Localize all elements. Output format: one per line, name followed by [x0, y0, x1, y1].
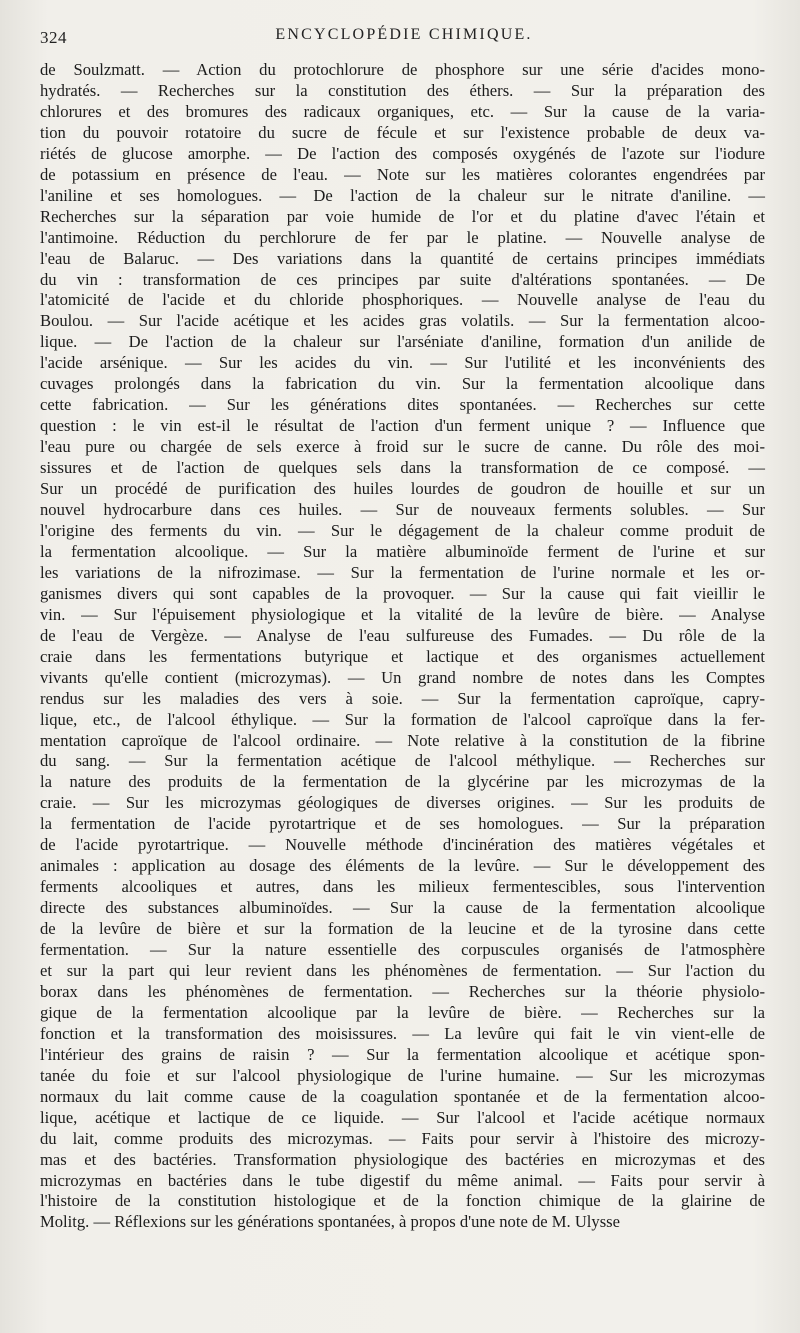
text-line: cuvages prolongés dans la fabrication du vin. Sur la fermentation alcoolique dans — [40, 374, 765, 394]
text-line: lique, etc., de l'alcool éthylique. — Sur la formation de l'alcool caproïque dans la fer- — [40, 709, 765, 729]
text-line: riétés de glucose amorphe. — De l'action des composés oxygénés de l'azote sur l'iodure — [40, 143, 765, 163]
text-line: tion du pouvoir rotatoire du sucre de fécule et sur l'existence probable de deux va- — [40, 122, 765, 142]
text-line: l'intérieur des grains de raisin ? — Sur la fermentation alcoolique et acétique spon- — [40, 1044, 765, 1064]
text-line: la fermentation de l'acide pyrotartrique et de ses homologues. — Sur la préparation — [40, 814, 765, 834]
text-line: la fermentation alcoolique. — Sur la matière albuminoïde ferment de l'urine et sur — [40, 541, 765, 561]
text-line: l'origine des ferments du vin. — Sur le dégagement de la chaleur comme produit de — [40, 520, 765, 540]
text-line: du vin : transformation de ces principes par suite d'altérations spontanées. — De — [40, 269, 765, 289]
text-line: lique. — De l'action de la chaleur sur l'arséniate d'aniline, formation d'un anilide de — [40, 332, 765, 352]
text-line: craie dans les fermentations butyrique et lactique et des organismes actuellement — [40, 646, 765, 666]
text-line: rendus sur les maladies des vers à soie. — Sur la fermentation caproïque, capry- — [40, 688, 765, 708]
text-line: hydratés. — Recherches sur la constitution des éthers. — Sur la préparation des — [40, 80, 765, 100]
page-header — [40, 26, 768, 56]
text-line: l'eau pure ou chargée de sels exerce à froid sur le sucre de canne. Du rôle des moi- — [40, 437, 765, 457]
text-line: directe des substances albuminoïdes. — Sur la cause de la fermentation alcoolique — [40, 898, 765, 918]
text-line: du lait, comme produits des microzymas. — Faits pour servir à l'histoire des microzy- — [40, 1128, 765, 1148]
text-line: borax dans les phénomènes de fermentation. — Recherches sur la théorie physiolo- — [40, 981, 765, 1001]
text-line: Molitg. — Réflexions sur les générations spontanées, à propos d'une note de M. Ulysse — [40, 1212, 620, 1232]
text-line: l'aniline et ses homologues. — De l'action de la chaleur sur le nitrate d'aniline. — — [40, 185, 765, 205]
text-line: et sur la part qui leur revient dans les phénomènes de fermentation. — Sur l'action du — [40, 960, 765, 980]
text-line: de la levûre de bière et sur la formation de la leucine et de la tyrosine dans cette — [40, 919, 765, 939]
text-line: Sur un procédé de purification des huiles lourdes de goudron de houille et sur un — [40, 479, 765, 499]
running-head: ENCYCLOPÉDIE CHIMIQUE. — [275, 26, 533, 43]
text-line: de Soulzmatt. — Action du protochlorure de phosphore sur une série d'acides mono- — [40, 60, 765, 79]
text-line: de l'eau de Vergèze. — Analyse de l'eau sulfureuse des Fumades. — Du rôle de la — [40, 625, 765, 645]
text-line: l'acide arsénique. — Sur les acides du vin. — Sur l'utilité et les inconvénients des — [40, 353, 765, 373]
text-line: Boulou. — Sur l'acide acétique et les acides gras volatils. — Sur la fermentation alcoo- — [40, 311, 765, 331]
text-line: les variations de la nifrozimase. — Sur la fermentation de l'urine normale et les or- — [40, 562, 765, 582]
text-line: vin. — Sur l'épuisement physiologique et la vitalité de la levûre de bière. — Analyse — [40, 604, 765, 624]
text-line: cette fabrication. — Sur les générations dites spontanées. — Recherches sur cette — [40, 395, 765, 415]
text-line: gique de la fermentation alcoolique par la levûre de bière. — Recherches sur la — [40, 1002, 765, 1022]
text-line: tanée du foie et sur l'alcool physiologique de l'urine humaine. — Sur les microzymas — [40, 1065, 765, 1085]
text-line: de potassium en présence de l'eau. — Note sur les matières colorantes engendrées par — [40, 164, 765, 184]
text-line: l'histoire de la constitution histologique et de la fonction chimique de la glairine de — [40, 1191, 765, 1211]
text-line: microzymas en bactéries dans le tube digestif du même animal. — Faits pour servir à — [40, 1170, 765, 1190]
text-line: normaux du lait comme cause de la coagulation spontanée et de la fermentation alcoo- — [40, 1086, 765, 1106]
text-line: Recherches sur la séparation par voie humide de l'or et du platine d'avec l'étain et — [40, 206, 765, 226]
text-line: chlorures et des bromures des radicaux organiques, etc. — Sur la cause de la varia- — [40, 101, 765, 121]
text-line: mentation caproïque de l'alcool ordinaire. — Note relative à la constitution de la fibrine — [40, 730, 765, 750]
text-line: nouvel hydrocarbure dans ces huiles. — Sur de nouveaux ferments solubles. — Sur — [40, 500, 765, 520]
text-line: l'eau de Balaruc. — Des variations dans la quantité de certains principes immédiats — [40, 248, 765, 268]
text-line: sissures et de l'action de quelques sels dans la transformation de ce composé. — — [40, 458, 765, 478]
text-line: fermentation. — Sur la nature essentielle des corpuscules organisés de l'atmosphère — [40, 940, 765, 960]
text-line: de l'acide pyrotartrique. — Nouvelle méthode d'incinération des matières végétales et — [40, 835, 765, 855]
page-number: 324 — [40, 28, 67, 47]
text-line: l'atomicité de l'acide et du chloride phosphoriques. — Nouvelle analyse de l'eau du — [40, 290, 765, 310]
text-line: vivants qu'elle contient (microzymas). — Un grand nombre de notes dans les Comptes — [40, 667, 765, 687]
text-line: craie. — Sur les microzymas géologiques de diverses origines. — Sur les produits de — [40, 793, 765, 813]
text-line: l'antimoine. Réduction du perchlorure de fer par le platine. — Nouvelle analyse de — [40, 227, 765, 247]
text-line: animales : application au dosage des éléments de la levûre. — Sur le développement des — [40, 856, 765, 876]
text-line: ganismes divers qui sont capables de la provoquer. — Sur la cause qui fait vieillir le — [40, 583, 765, 603]
text-line: mas et des bactéries. Transformation physiologique des bactéries en microzymas et des — [40, 1149, 765, 1169]
text-line: lique, acétique et lactique de ce liquide. — Sur l'alcool et l'acide acétique normaux — [40, 1107, 765, 1127]
text-line: ferments alcooliques et autres, dans les milieux fermentescibles, sous l'intervention — [40, 877, 765, 897]
body-text — [40, 60, 765, 1233]
text-line: du sang. — Sur la fermentation acétique de l'alcool méthylique. — Recherches sur — [40, 751, 765, 771]
text-line: la nature des produits de la fermentation de la glycérine par les microzymas de la — [40, 772, 765, 792]
text-line: fonction et la transformation des moisissures. — La levûre qui fait le vin vient-elle de — [40, 1023, 765, 1043]
text-line: question : le vin est-il le résultat de l'action d'un ferment unique ? — Influence que — [40, 416, 765, 436]
